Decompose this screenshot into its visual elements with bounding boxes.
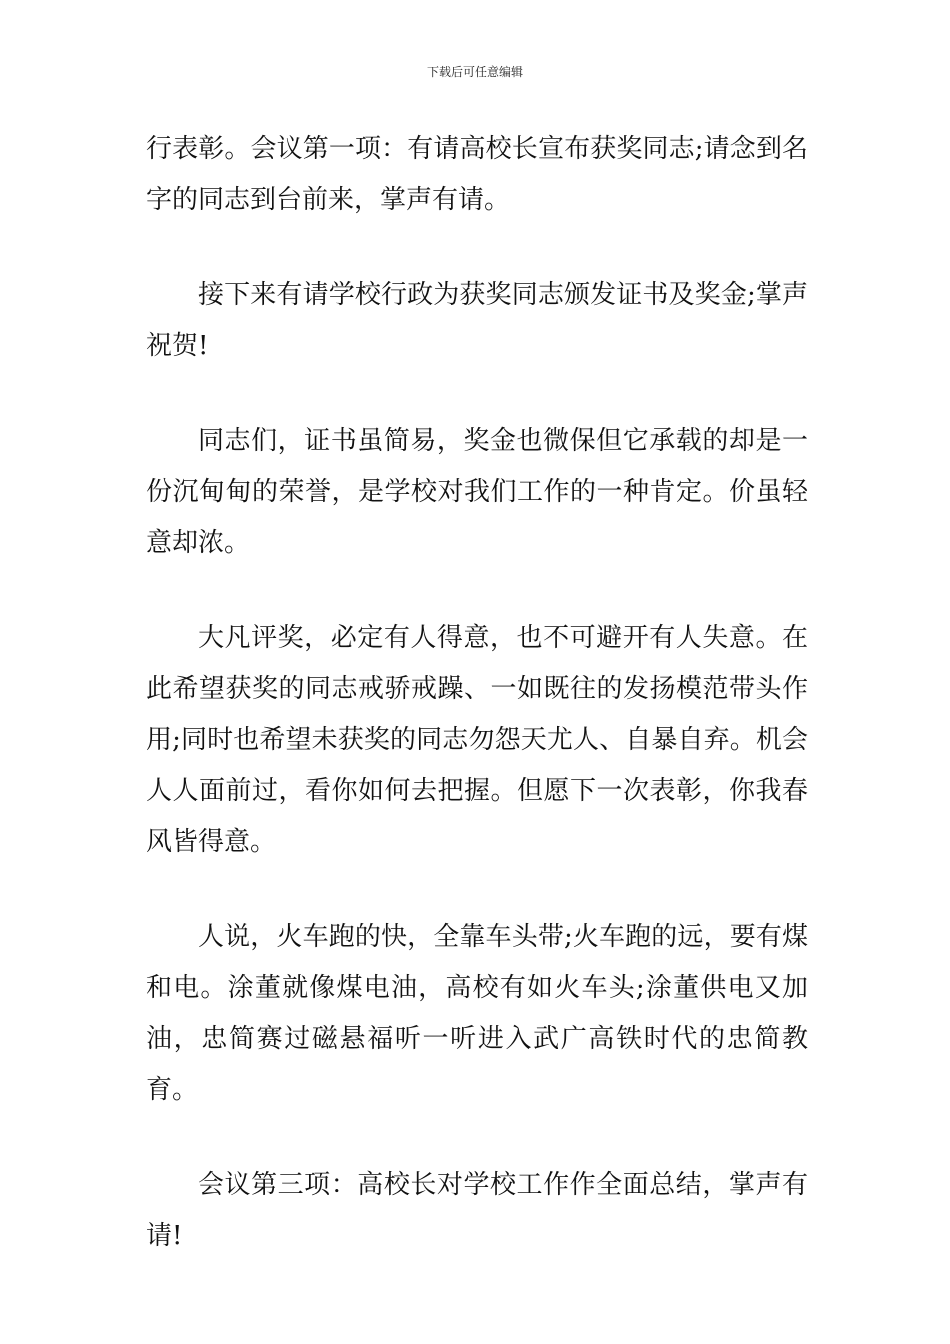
paragraph-4: 大凡评奖，必定有人得意，也不可避开有人失意。在此希望获奖的同志戒骄戒躁、一如既往的发扬模范带头作用;同时也希望未获奖的同志勿怨天尤人、自暴自弃。机会人人面前过，看你如何去把握。但愿下一次表彰，你我春风皆得意。 xyxy=(146,623,808,857)
paragraph-1: 行表彰。会议第一项：有请高校长宣布获奖同志;请念到名字的同志到台前来，掌声有请。 xyxy=(146,134,808,215)
paragraph-6: 会议第三项：高校长对学校工作作全面总结，掌声有请! xyxy=(146,1170,808,1251)
page-header-note: 下载后可任意编辑 xyxy=(426,65,523,79)
paragraph-3: 同志们，证书虽简易，奖金也微保但它承载的却是一份沉甸甸的荣誉，是学校对我们工作的一种肯定。价虽轻意却浓。 xyxy=(146,426,808,558)
paragraph-gap xyxy=(146,569,808,613)
paragraph-gap xyxy=(146,372,808,416)
paragraph-2: 接下来有请学校行政为获奖同志颁发证书及奖金;掌声祝贺! xyxy=(146,280,808,361)
paragraph-gap xyxy=(146,226,808,270)
paragraph-5: 人说，火车跑的快，全靠车头带;火车跑的远，要有煤和电。涂董就像煤电油，高校有如火车头;涂董供电又加油，忠简赛过磁悬福听一听进入武广高铁时代的忠简教育。 xyxy=(146,922,808,1105)
document-body xyxy=(146,124,808,1262)
paragraph-gap xyxy=(146,868,808,912)
paragraph-gap xyxy=(146,1116,808,1160)
